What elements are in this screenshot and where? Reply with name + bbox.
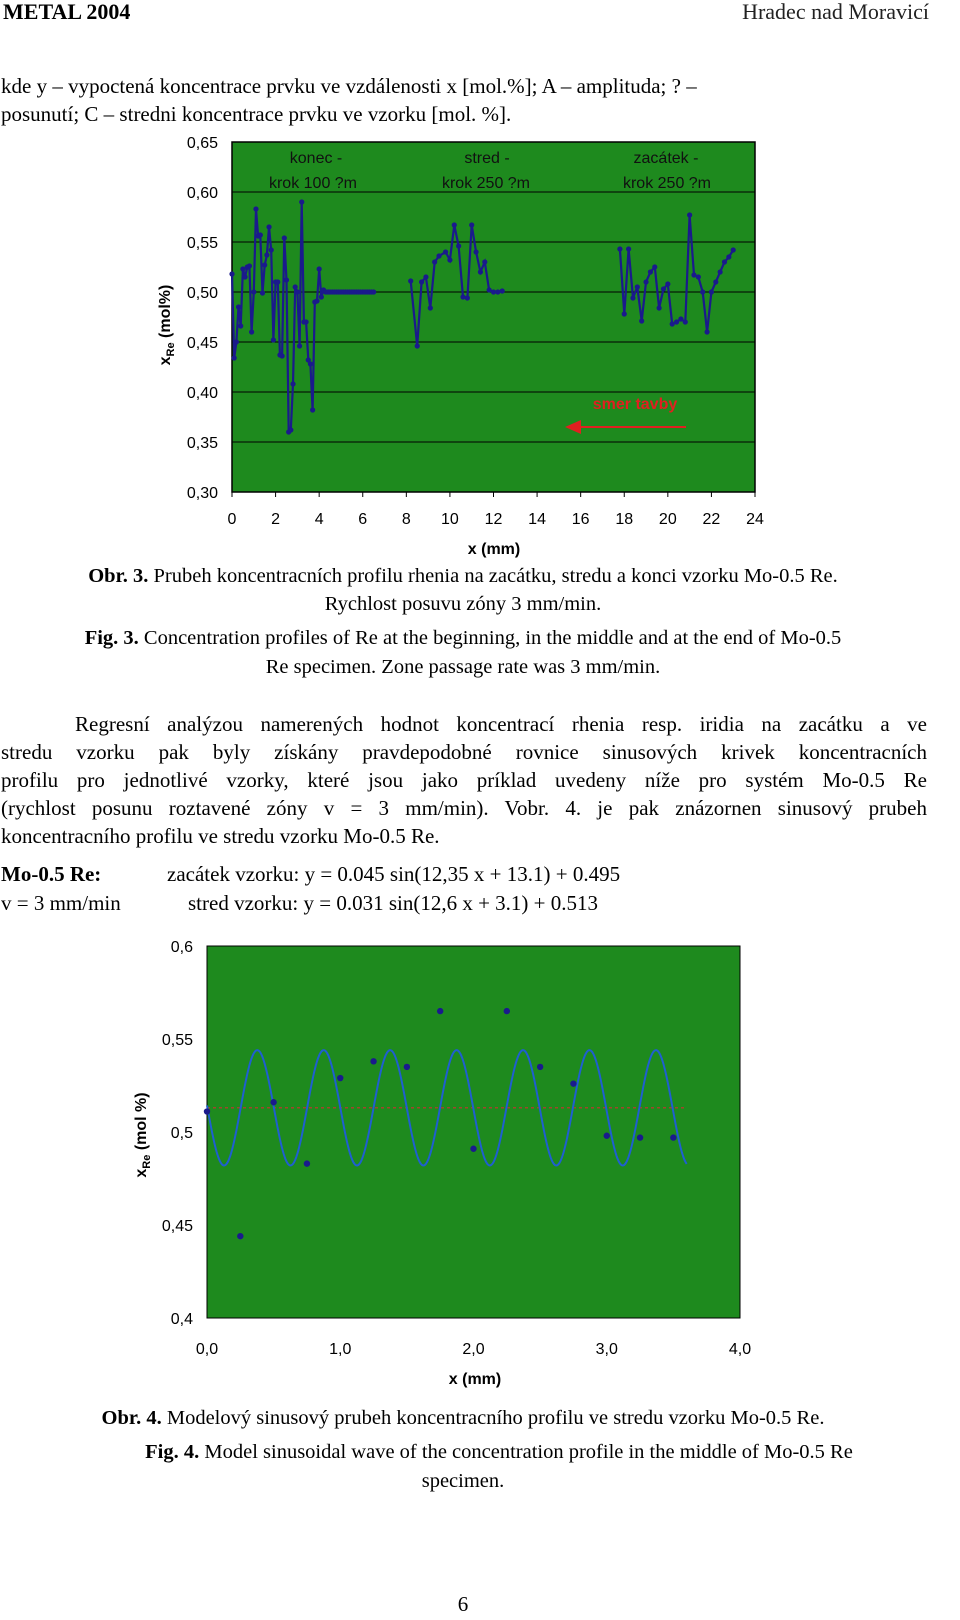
- fig3-data-point: [284, 277, 289, 282]
- fig4-data-point: [670, 1134, 676, 1140]
- fig3-data-point: [303, 319, 308, 324]
- fig4-data-point: [470, 1146, 476, 1152]
- fig3-data-point: [665, 281, 670, 286]
- fig3-data-point: [661, 286, 666, 291]
- fig3-data-point: [371, 289, 376, 294]
- fig3-caption-en-1: [0, 624, 926, 653]
- fig4-y-axis-label: $x_{Re}$ (mol %): [133, 1092, 153, 1178]
- fig3-data-point: [249, 329, 254, 334]
- fig3-x-tick-label: 22: [702, 511, 721, 528]
- fig4-data-point: [237, 1233, 243, 1239]
- fig3-data-point: [295, 289, 300, 294]
- fig3-y-tick-label: 0,60: [186, 185, 218, 202]
- fig3-data-point: [460, 294, 465, 299]
- fig3-data-point: [423, 274, 428, 279]
- fig4-y-tick-label: 0,55: [161, 1032, 193, 1049]
- fig3-data-point: [726, 254, 731, 259]
- fig3-data-point: [251, 289, 256, 294]
- fig3-data-point: [678, 316, 683, 321]
- fig4-plot-area: [207, 946, 740, 1318]
- fig4-x-tick-label: 2,0: [462, 1341, 485, 1358]
- fig3-data-point: [314, 298, 319, 303]
- fig3-data-point: [308, 361, 313, 366]
- fig3-data-point: [731, 247, 736, 252]
- intro-line-2: posunutí; C – stredni koncentrace prvku ve vzorku [mol. %].: [1, 102, 512, 126]
- intro-line-1: kde y – vypoctená koncentrace prvku ve vzdálenosti x [mol.%]; A – amplituda; ? –: [1, 74, 697, 98]
- fig4-caption-en-1: [36, 1438, 960, 1467]
- eq-middle: stred vzorku: y = 0.031 sin(12,6 x + 3.1) + 0.513: [188, 891, 598, 915]
- paragraph-line-1: Regresní analýzou namerených hodnot koncentrací rhenia resp. iridia na zacátku a ve: [75, 712, 927, 736]
- page-number: 6: [457, 1592, 469, 1616]
- fig3-data-point: [415, 343, 420, 348]
- fig3-data-point: [253, 206, 258, 211]
- fig4-cz-label: Obr. 4.: [101, 1407, 162, 1429]
- fig4-y-tick-label: 0,4: [170, 1311, 193, 1328]
- fig3-annotation-mid-2: krok 250 ?m: [441, 175, 531, 192]
- fig3-data-point: [482, 259, 487, 264]
- fig4-data-point: [604, 1133, 610, 1139]
- fig4-x-tick-label: 1,0: [329, 1341, 352, 1358]
- fig3-annotation-mid-1: stred -: [464, 150, 510, 167]
- paragraph-line-5: koncentracního profilu ve stredu vzorku Mo-0.5 Re.: [1, 824, 440, 848]
- fig3-data-point: [722, 259, 727, 264]
- fig3-x-tick-label: 12: [484, 511, 503, 528]
- fig3-data-point: [232, 355, 237, 360]
- fig3-data-point: [262, 262, 267, 267]
- fig3-data-point: [648, 269, 653, 274]
- fig4-x-tick-label: 4,0: [728, 1341, 752, 1358]
- header-left: METAL 2004: [3, 0, 131, 24]
- fig3-cz-text: Prubeh koncentracních profilu rhenia na zacátku, stredu a konci vzorku Mo-0.5 Re.: [148, 565, 838, 587]
- fig4-en-text: Model sinusoidal wave of the concentration profile in the middle of Mo-0.5 Re: [199, 1441, 853, 1463]
- fig3-x-tick-label: 24: [746, 511, 764, 528]
- fig3-data-point: [266, 224, 271, 229]
- fig3-data-point: [718, 269, 723, 274]
- fig3-data-point: [452, 222, 457, 227]
- fig3-data-point: [288, 427, 293, 432]
- fig3-data-point: [242, 274, 247, 279]
- fig4-caption-cz: [0, 1404, 926, 1433]
- fig3-annotation-start-1: zacátek -: [633, 150, 699, 167]
- fig3-annotation-end-1: konec -: [289, 150, 343, 167]
- fig3-data-point: [630, 295, 635, 300]
- fig3-data-point: [293, 284, 298, 289]
- fig3-data-point: [626, 246, 631, 251]
- paragraph-line-4: (rychlost posunu roztavené zóny v = 3 mm/min). Vobr. 4. je pak znázornen sinusový prubeh: [1, 796, 927, 820]
- fig3-x-tick-label: 20: [658, 511, 677, 528]
- fig3-data-point: [635, 284, 640, 289]
- fig3-data-point: [299, 199, 304, 204]
- fig3-data-point: [465, 295, 470, 300]
- fig3-data-point: [495, 289, 500, 294]
- figure-3-chart: [0, 130, 800, 560]
- fig3-data-point: [617, 246, 622, 251]
- fig3-y-tick-label: 0,65: [186, 135, 218, 152]
- paragraph-line-3: profilu pro jednotlivé vzorky, které jsou jako príklad uvedeny níže pro systém Mo-0.5 Re: [1, 768, 927, 792]
- fig3-data-point: [709, 289, 714, 294]
- fig3-data-point: [408, 278, 413, 283]
- eq-start: zacátek vzorku: y = 0.045 sin(12,35 x + 13.1) + 0.495: [167, 862, 621, 886]
- fig3-data-point: [238, 323, 243, 328]
- fig4-data-point: [204, 1108, 210, 1114]
- fig3-annotation-direction: smer tavby: [592, 396, 678, 413]
- fig3-y-tick-label: 0,45: [186, 335, 218, 352]
- fig3-data-point: [269, 247, 274, 252]
- fig3-data-point: [432, 259, 437, 264]
- fig4-x-axis-label: x (mm): [448, 1371, 502, 1388]
- fig4-data-point: [537, 1064, 543, 1070]
- fig3-data-point: [643, 279, 648, 284]
- fig3-y-tick-label: 0,35: [186, 435, 218, 452]
- fig4-cz-text: Modelový sinusový prubeh koncentracního profilu ve stredu vzorku Mo-0.5 Re.: [161, 1407, 825, 1429]
- fig3-data-point: [696, 274, 701, 279]
- fig3-annotation-end-2: krok 100 ?m: [268, 175, 358, 192]
- fig3-data-point: [234, 339, 239, 344]
- fig3-x-tick-label: 10: [441, 511, 459, 528]
- fig3-annotation-start-2: krok 250 ?m: [622, 175, 712, 192]
- fig3-data-point: [229, 271, 234, 276]
- fig3-data-point: [290, 381, 295, 386]
- fig3-data-point: [657, 305, 662, 310]
- fig3-data-point: [317, 266, 322, 271]
- fig3-data-point: [271, 337, 276, 342]
- fig3-data-point: [443, 249, 448, 254]
- fig3-data-point: [247, 263, 252, 268]
- fig4-x-tick-label: 0,0: [195, 1341, 219, 1358]
- fig3-data-point: [478, 269, 483, 274]
- fig3-plot-area: [232, 142, 755, 492]
- fig3-data-point: [280, 353, 285, 358]
- fig3-x-tick-label: 4: [314, 511, 324, 528]
- fig3-x-tick-label: 0: [227, 511, 237, 528]
- fig4-y-tick-label: 0,6: [170, 939, 193, 956]
- fig3-x-tick-label: 16: [571, 511, 590, 528]
- fig3-data-point: [419, 279, 424, 284]
- fig4-data-point: [570, 1080, 576, 1086]
- fig3-en-text: Concentration profiles of Re at the beginning, in the middle and at the end of Mo-0.5: [138, 627, 842, 649]
- fig3-caption-cz-2: Rychlost posuvu zóny 3 mm/min.: [324, 593, 602, 615]
- fig3-data-point: [436, 253, 441, 258]
- fig4-data-point: [404, 1064, 410, 1070]
- fig3-data-point: [687, 212, 692, 217]
- fig3-data-point: [264, 252, 269, 257]
- fig3-data-point: [652, 264, 657, 269]
- header-right: Hradec nad Moravicí: [742, 0, 929, 24]
- fig3-y-axis-label: $x_{Re}$ (mol%): [157, 284, 177, 366]
- fig4-x-tick-label: 3,0: [595, 1341, 618, 1358]
- fig3-x-tick-label: 6: [358, 511, 368, 528]
- fig3-x-tick-label: 2: [271, 511, 281, 528]
- fig3-data-point: [674, 319, 679, 324]
- fig3-data-point: [469, 222, 474, 227]
- fig3-data-point: [700, 289, 705, 294]
- fig3-data-point: [447, 257, 452, 262]
- fig3-data-point: [297, 343, 302, 348]
- fig3-caption-cz-1: [0, 562, 926, 591]
- fig4-data-point: [504, 1008, 510, 1014]
- fig3-data-point: [260, 290, 265, 295]
- fig4-data-point: [304, 1160, 310, 1166]
- eq-system: Mo-0.5 Re:: [1, 862, 102, 886]
- fig3-y-tick-label: 0,50: [186, 285, 218, 302]
- fig3-data-point: [639, 318, 644, 323]
- fig3-y-tick-label: 0,55: [186, 235, 218, 252]
- fig3-data-point: [500, 288, 505, 293]
- fig4-data-point: [637, 1134, 643, 1140]
- fig4-y-tick-label: 0,5: [170, 1125, 193, 1142]
- fig4-data-point: [437, 1008, 443, 1014]
- eq-rate: v = 3 mm/min: [1, 891, 121, 915]
- fig3-caption-en-2: Re specimen. Zone passage rate was 3 mm/min.: [265, 656, 661, 678]
- fig3-data-point: [622, 311, 627, 316]
- figure-4-chart: [0, 930, 800, 1400]
- fig3-x-tick-label: 14: [528, 511, 546, 528]
- fig3-x-tick-label: 8: [401, 511, 411, 528]
- fig3-data-point: [704, 329, 709, 334]
- fig3-data-point: [319, 294, 324, 299]
- fig3-data-point: [236, 304, 241, 309]
- fig3-data-point: [428, 305, 433, 310]
- fig3-data-point: [473, 249, 478, 254]
- fig3-cz-label: Obr. 3.: [88, 565, 149, 587]
- paragraph-line-2: stredu vzorku pak byly získány pravdepodobné rovnice sinusových krivek koncentracních: [1, 740, 927, 764]
- fig4-data-point: [337, 1075, 343, 1081]
- fig3-y-tick-label: 0,30: [186, 485, 218, 502]
- fig3-data-point: [282, 235, 287, 240]
- fig4-caption-en-2: specimen.: [421, 1470, 505, 1492]
- fig3-x-tick-label: 18: [615, 511, 634, 528]
- fig4-data-point: [370, 1058, 376, 1064]
- fig3-data-point: [275, 279, 280, 284]
- fig4-data-point: [270, 1099, 276, 1105]
- fig3-data-point: [456, 243, 461, 248]
- fig3-en-label: Fig. 3.: [84, 627, 139, 649]
- fig4-en-label: Fig. 4.: [145, 1441, 200, 1463]
- fig3-y-tick-label: 0,40: [186, 385, 218, 402]
- fig3-data-point: [713, 279, 718, 284]
- fig4-y-tick-label: 0,45: [161, 1218, 193, 1235]
- fig3-data-point: [258, 232, 263, 237]
- fig3-x-axis-label: x (mm): [467, 541, 521, 558]
- fig3-data-point: [683, 319, 688, 324]
- fig3-data-point: [310, 407, 315, 412]
